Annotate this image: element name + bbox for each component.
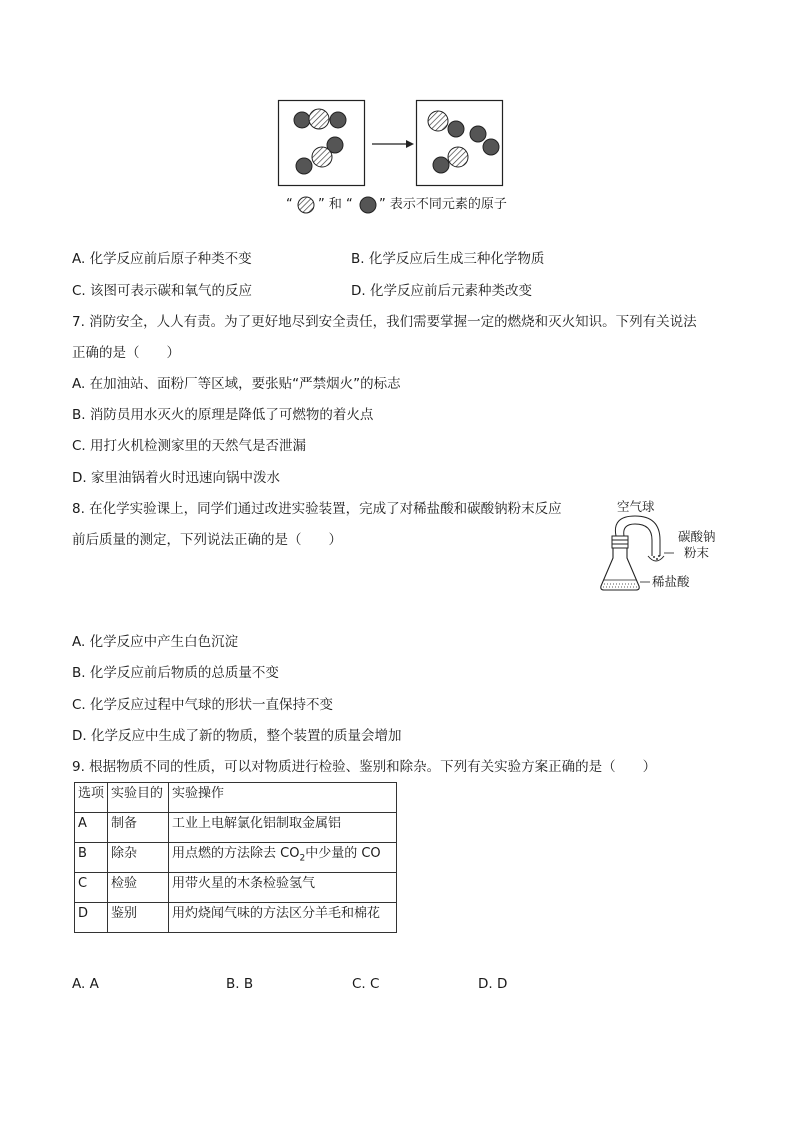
table-cell: 检验 bbox=[108, 873, 169, 903]
op-text-pre: 用点燃的方法除去 CO bbox=[172, 846, 300, 861]
powder-label-line2: 粉末 bbox=[684, 545, 710, 560]
q9-answer-c: C. C bbox=[352, 976, 380, 992]
table-cell: 制备 bbox=[108, 813, 169, 843]
q8-stem-line2: 前后质量的测定，下列说法正确的是（ ） bbox=[72, 532, 342, 548]
op-text-post: 中少量的 CO bbox=[305, 846, 381, 861]
table-row bbox=[75, 843, 397, 873]
table-cell: 用灼烧闻气味的方法区分羊毛和棉花 bbox=[169, 903, 397, 933]
table-cell: 鉴别 bbox=[108, 903, 169, 933]
q6-option-d: D. 化学反应前后元素种类改变 bbox=[351, 283, 532, 299]
q6-option-b: B. 化学反应后生成三种化学物质 bbox=[351, 251, 545, 267]
q9-answer-d: D. D bbox=[478, 976, 508, 992]
q9-answer-a: A. A bbox=[72, 976, 99, 992]
q7-stem-line1: 7. 消防安全，人人有责。为了更好地尽到安全责任，我们需要掌握一定的燃烧和灭火知识。下列有关说法 bbox=[72, 314, 697, 330]
q8-stem-line1: 8. 在化学实验课上，同学们通过改进实验装置，完成了对稀盐酸和碳酸钠粉末反应 bbox=[72, 501, 562, 517]
table-row bbox=[75, 903, 397, 933]
q7-option-a: A. 在加油站、面粉厂等区域，要张贴“严禁烟火”的标志 bbox=[72, 376, 401, 392]
co2-subscript: 2 bbox=[299, 853, 306, 864]
q8-option-b: B. 化学反应前后物质的总质量不变 bbox=[72, 665, 279, 681]
legend-text-3: ” 表示不同元素的原子 bbox=[379, 197, 507, 212]
q8-option-c: C. 化学反应过程中气球的形状一直保持不变 bbox=[72, 697, 334, 713]
table-cell: D bbox=[75, 903, 108, 933]
atom-dark bbox=[448, 121, 464, 137]
atom-dark bbox=[296, 158, 312, 174]
q9-answer-b: B. B bbox=[226, 976, 254, 992]
reactants-box bbox=[279, 101, 365, 186]
acid-label: 稀盐酸 bbox=[652, 574, 690, 589]
atom-dark bbox=[294, 112, 310, 128]
q7-stem-line2: 正确的是（ ） bbox=[72, 345, 180, 361]
atom-hatched bbox=[312, 147, 332, 167]
table-header-cell: 实验操作 bbox=[169, 783, 397, 813]
air-balloon bbox=[615, 516, 660, 556]
erlenmeyer-flask bbox=[601, 548, 639, 590]
table-cell: 用带火星的木条检验氢气 bbox=[169, 873, 397, 903]
q6-option-a: A. 化学反应前后原子种类不变 bbox=[72, 251, 252, 267]
table-header-cell: 实验目的 bbox=[108, 783, 169, 813]
rubber-stopper bbox=[612, 536, 628, 548]
q6-option-c: C. 该图可表示碳和氧气的反应 bbox=[72, 283, 253, 299]
q7-option-d: D. 家里油锅着火时迅速向锅中泼水 bbox=[72, 470, 280, 486]
q9-table bbox=[74, 782, 397, 933]
table-cell: A bbox=[75, 813, 108, 843]
table-header-row bbox=[75, 783, 397, 813]
legend-dark-atom bbox=[360, 197, 376, 213]
table-cell: 工业上电解氯化铝制取金属铝 bbox=[169, 813, 397, 843]
q9-stem: 9. 根据物质不同的性质，可以对物质进行检验、鉴别和除杂。下列有关实验方案正确的是（ ） bbox=[72, 759, 657, 775]
legend-text-2: ” 和 “ bbox=[318, 197, 353, 212]
balloon-label: 空气球 bbox=[617, 499, 655, 514]
table-cell: C bbox=[75, 873, 108, 903]
atom-dark bbox=[327, 137, 343, 153]
table-header-cell: 选项 bbox=[75, 783, 108, 813]
q8-option-a: A. 化学反应中产生白色沉淀 bbox=[72, 634, 239, 650]
atom-dark bbox=[433, 157, 449, 173]
table-cell bbox=[169, 843, 397, 873]
atom-hatched bbox=[428, 111, 448, 131]
q8-option-d: D. 化学反应中生成了新的物质，整个装置的质量会增加 bbox=[72, 728, 402, 744]
atom-hatched bbox=[448, 147, 468, 167]
legend-hatched-atom bbox=[298, 197, 314, 213]
atom-dark bbox=[483, 139, 499, 155]
atom-dark bbox=[330, 112, 346, 128]
powder-label-line1: 碳酸钠 bbox=[678, 529, 716, 544]
atom-dark bbox=[470, 126, 486, 142]
table-cell: B bbox=[75, 843, 108, 873]
legend-text-1: “ bbox=[286, 197, 293, 212]
q7-option-c: C. 用打火机检测家里的天然气是否泄漏 bbox=[72, 438, 307, 454]
table-cell: 除杂 bbox=[108, 843, 169, 873]
q7-option-b: B. 消防员用水灭火的原理是降低了可燃物的着火点 bbox=[72, 407, 374, 423]
atom-hatched bbox=[309, 109, 329, 129]
table-row bbox=[75, 813, 397, 843]
products-box bbox=[417, 101, 503, 186]
table-row bbox=[75, 873, 397, 903]
